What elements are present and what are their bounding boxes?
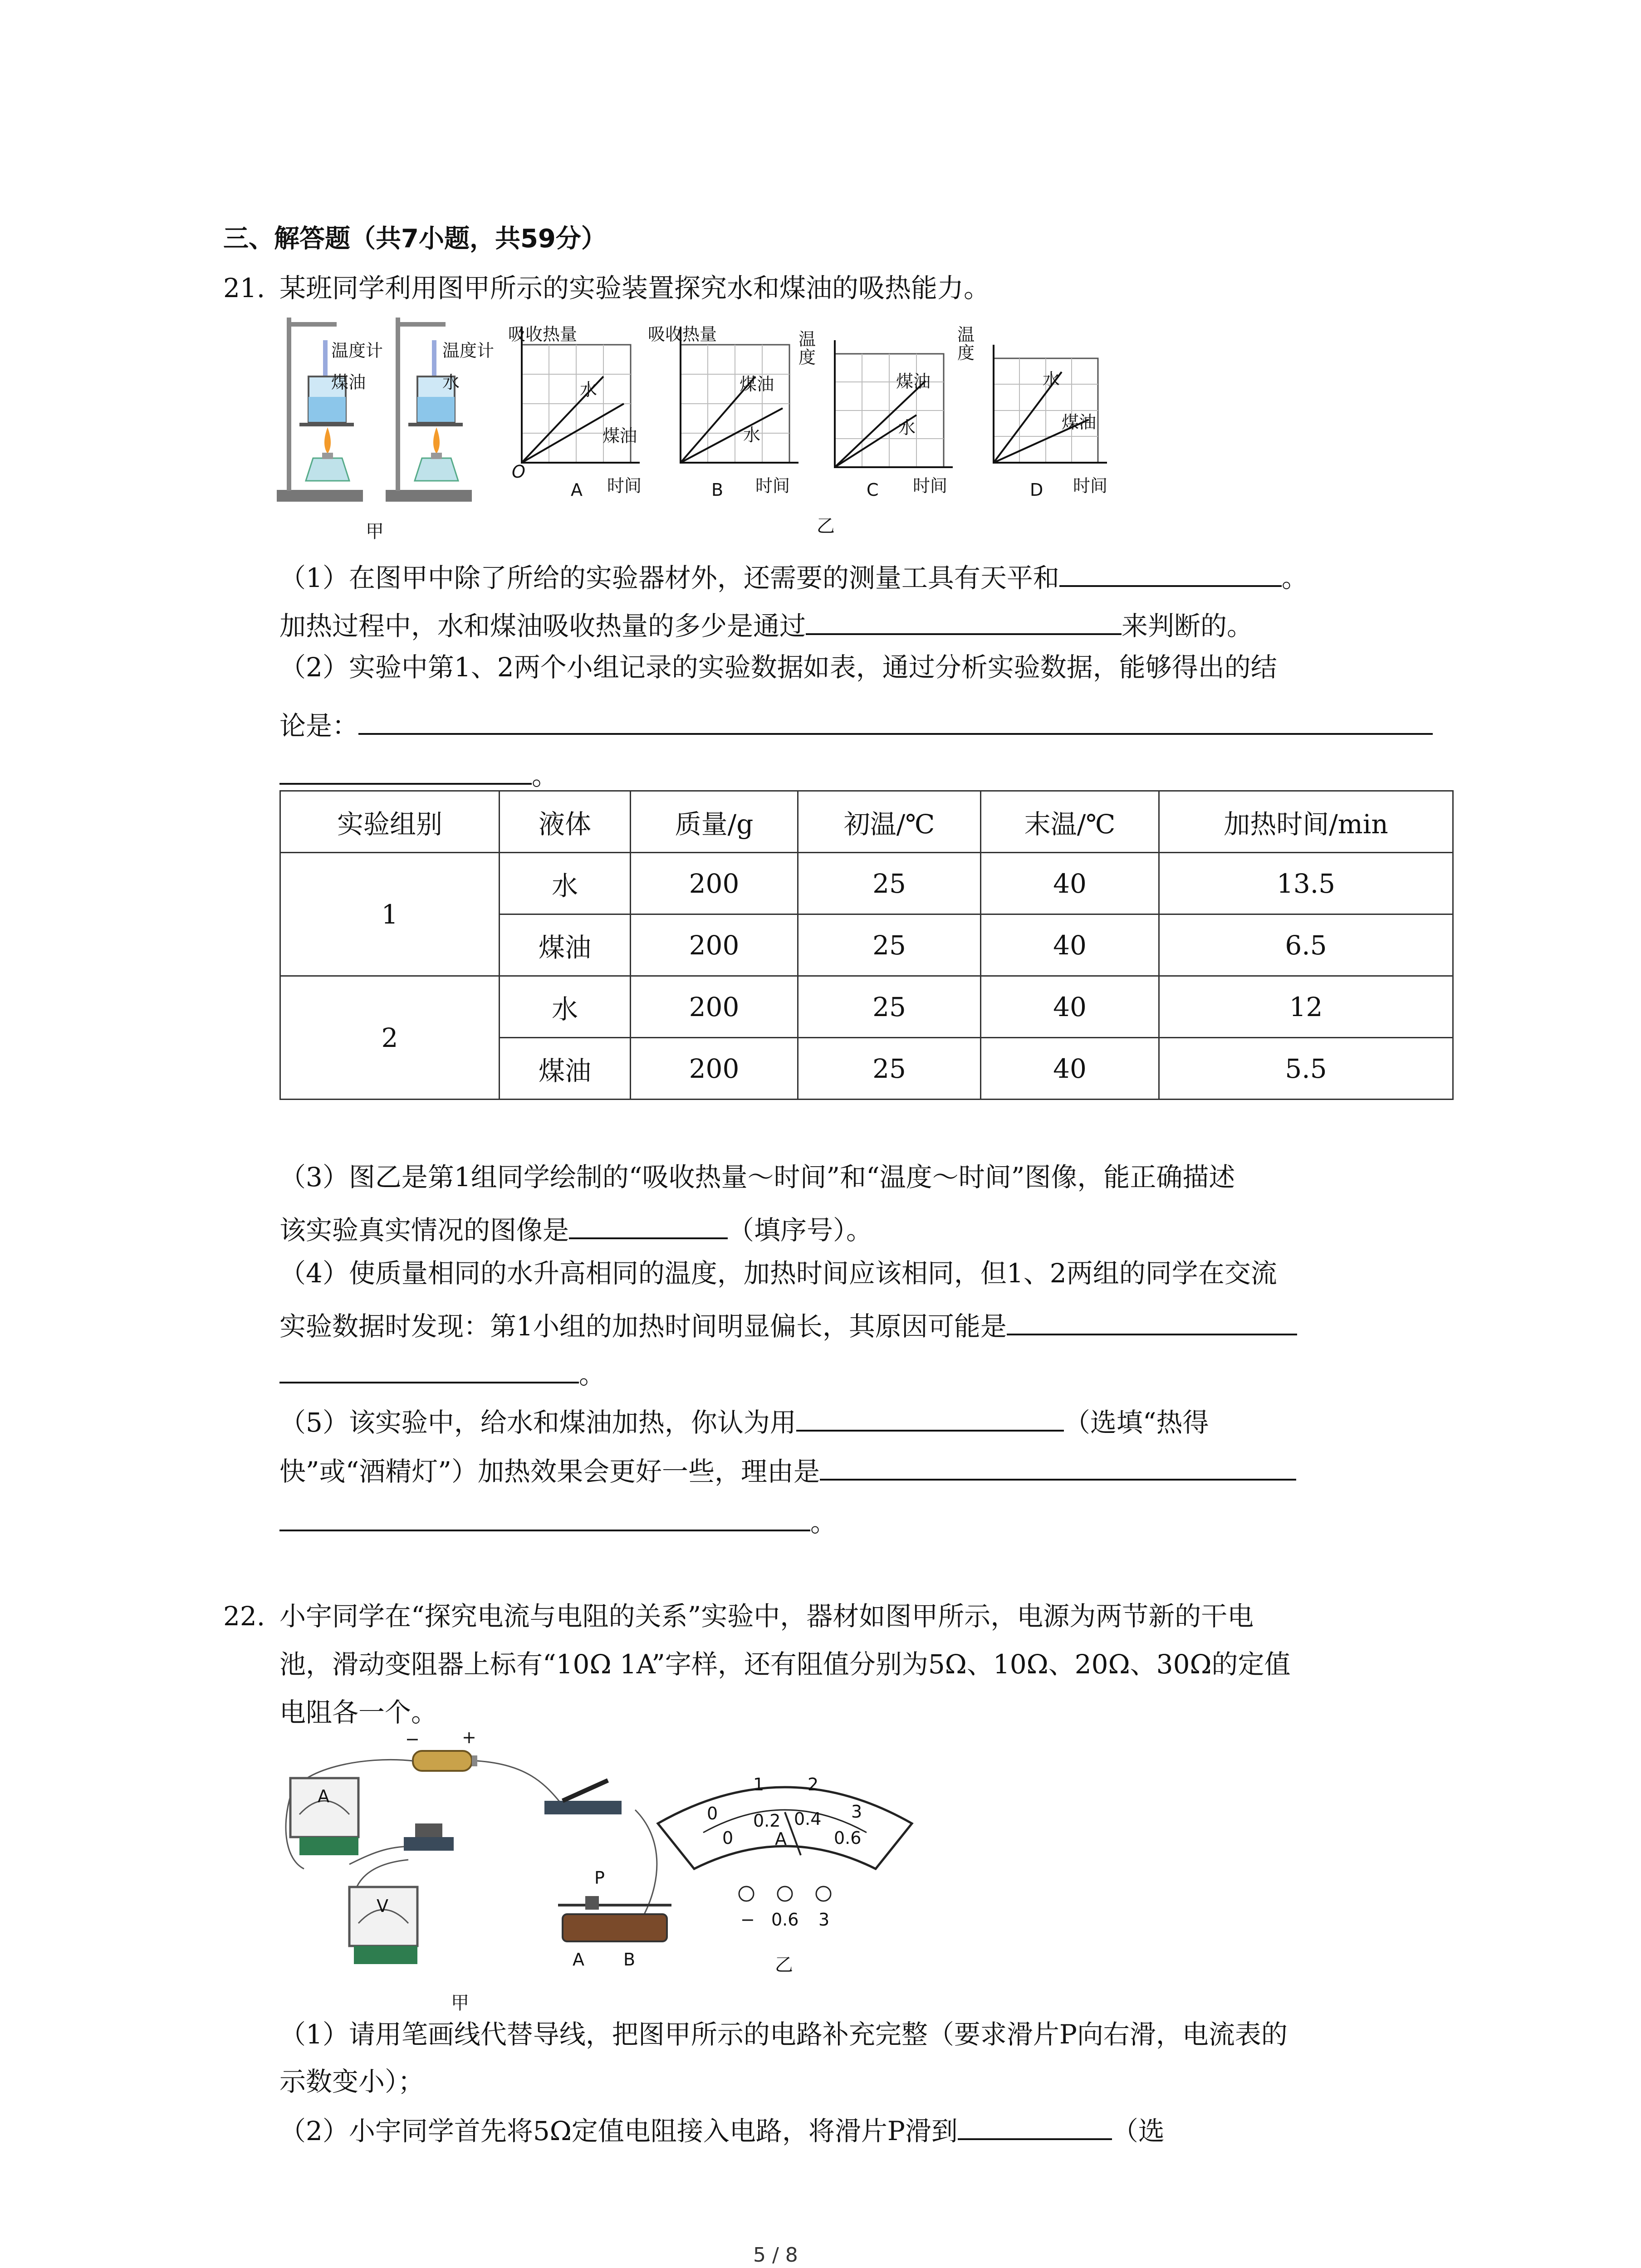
graph-b-xlabel: 时间	[755, 476, 790, 496]
battery-minus: −	[405, 1729, 420, 1749]
table-header-row	[280, 791, 1453, 853]
graph-c-id: C	[867, 480, 879, 500]
answer-blank-3[interactable]	[358, 708, 1433, 735]
q22-figure-yi-dial	[653, 1760, 916, 1873]
graph-c-upper: 煤油	[896, 371, 931, 391]
data-table	[279, 790, 1454, 1100]
answer-blank-7[interactable]	[820, 1453, 1296, 1481]
answer-blank-3b[interactable]	[279, 758, 532, 785]
answer-blank-4[interactable]	[569, 1212, 728, 1239]
table-cell: 25	[798, 976, 981, 1038]
table-cell: 6.5	[1159, 914, 1453, 976]
graph-d-xlabel: 时间	[1073, 476, 1108, 496]
graph-b-upper: 煤油	[740, 374, 774, 394]
q21-p5-line1: （5）该实验中，给水和煤油加热，你认为用 （选填“热得	[279, 1404, 1209, 1436]
dial-bottom-2: 0.4	[794, 1809, 822, 1829]
graph-d-upper: 水	[1043, 370, 1060, 390]
table-cell: 13.5	[1159, 853, 1453, 914]
table-header: 加热时间/min	[1159, 791, 1453, 853]
q22-figure-jia-circuit	[272, 1733, 671, 1987]
table-cell-group: 1	[280, 853, 500, 976]
table-cell-group: 2	[280, 976, 500, 1100]
table-cell: 25	[798, 853, 981, 914]
terminal-minus: −	[740, 1910, 755, 1930]
graph-b-ylabel: 吸收热量	[648, 324, 717, 344]
graph-a-lower: 煤油	[603, 426, 637, 446]
graph-d-lower: 煤油	[1062, 412, 1097, 432]
fig-jia-liquid-right: 水	[442, 372, 460, 392]
q21-p4-line3: 。	[279, 1356, 605, 1388]
rheostat-terminal-b: B	[623, 1950, 636, 1970]
graph-b-id: B	[711, 480, 724, 500]
page-number: 5 / 8	[753, 2244, 798, 2267]
section-title: 三、解答题（共7小题，共59分）	[223, 224, 607, 254]
q22-p2-line1: （2）小宇同学首先将5Ω定值电阻接入电路，将滑片P滑到 （选	[279, 2113, 1165, 2144]
q21-p4-line1: （4）使质量相同的水升高相同的温度，加热时间应该相同，但1、2两组的同学在交流	[279, 1258, 1277, 1289]
q22-stem-line3: 电阻各一个。	[279, 1697, 438, 1728]
dial-top-3: 3	[851, 1802, 862, 1822]
table-cell: 5.5	[1159, 1038, 1453, 1100]
dial-bottom-1: 0.2	[753, 1811, 781, 1831]
table-header: 实验组别	[280, 791, 500, 853]
graph-a-ylabel: 吸收热量	[508, 324, 578, 344]
table-cell: 200	[631, 853, 798, 914]
table-cell: 水	[500, 976, 631, 1038]
table-cell: 煤油	[500, 1038, 631, 1100]
q21-number: 21.	[223, 273, 265, 303]
fig-yi-label: 乙	[817, 516, 835, 537]
table-header: 质量/g	[631, 791, 798, 853]
battery-plus: +	[462, 1727, 476, 1747]
q22-stem-line1: 小宇同学在“探究电流与电阻的关系”实验中，器材如图甲所示，电源为两节新的干电	[279, 1601, 1254, 1632]
table-row	[280, 976, 1453, 1038]
dial-terminals	[735, 1882, 835, 1905]
table-cell: 200	[631, 976, 798, 1038]
fig-jia-label: 甲	[366, 521, 384, 542]
table-cell: 煤油	[500, 914, 631, 976]
table-cell: 200	[631, 1038, 798, 1100]
answer-blank-8[interactable]	[958, 2113, 1112, 2140]
dial-top-0: 0	[707, 1804, 718, 1823]
answer-blank-5[interactable]	[1007, 1308, 1297, 1335]
table-cell: 12	[1159, 976, 1453, 1038]
fig-jia-thermometer-left: 温度计	[331, 341, 383, 361]
table-cell: 40	[981, 853, 1159, 914]
graph-a-origin: O	[512, 462, 525, 482]
q21-p5-line3: 。	[279, 1504, 837, 1535]
answer-blank-6[interactable]	[796, 1404, 1064, 1432]
answer-blank-1[interactable]	[1059, 560, 1282, 587]
q21-p1-line1: （1）在图甲中除了所给的实验器材外，还需要的测量工具有天平和 。	[279, 560, 1308, 591]
terminal-3: 3	[818, 1910, 830, 1930]
rheostat-terminal-a: A	[573, 1950, 584, 1970]
table-header: 初温/℃	[798, 791, 981, 853]
ammeter-letter: A	[318, 1786, 329, 1806]
table-cell: 200	[631, 914, 798, 976]
graph-a-upper: 水	[580, 380, 598, 400]
q21-p2-line1: （2）实验中第1、2两个小组记录的实验数据如表，通过分析实验数据，能够得出的结	[279, 652, 1277, 683]
table-header: 液体	[500, 791, 631, 853]
answer-blank-2[interactable]	[806, 608, 1122, 635]
fig-jia-thermometer-right: 温度计	[442, 341, 495, 361]
table-cell: 40	[981, 1038, 1159, 1100]
dial-bottom-0: 0	[722, 1828, 734, 1848]
q21-stem: 某班同学利用图甲所示的实验装置探究水和煤油的吸热能力。	[279, 273, 990, 303]
q21-p5-line2: 快”或“酒精灯”）加热效果会更好一些，理由是	[279, 1453, 1296, 1485]
q22-number: 22.	[223, 1601, 265, 1632]
answer-blank-7b[interactable]	[279, 1504, 810, 1531]
q22-p1-line2: 示数变小）；	[279, 2066, 425, 2097]
q21-p3-line1: （3）图乙是第1组同学绘制的“吸收热量～时间”和“温度～时间”图像，能正确描述	[279, 1162, 1235, 1193]
dial-bottom-3: 0.6	[834, 1828, 862, 1848]
graph-a-xlabel: 时间	[607, 476, 642, 496]
graph-a-id: A	[571, 480, 583, 500]
table-header: 末温/℃	[981, 791, 1159, 853]
dial-unit: A	[775, 1829, 787, 1849]
graph-b-lower: 水	[743, 425, 761, 445]
answer-blank-5b[interactable]	[279, 1356, 579, 1383]
graph-c-ylabel: 温度	[798, 329, 816, 367]
q21-p4-line2: 实验数据时发现：第1小组的加热时间明显偏长，其原因可能是	[279, 1308, 1297, 1339]
graph-d-ylabel: 温度	[957, 325, 975, 363]
q22-fig-jia-label: 甲	[451, 1993, 469, 2014]
fig-jia-liquid-left: 煤油	[331, 372, 366, 392]
q22-fig-yi-label: 乙	[775, 1955, 793, 1975]
terminal-06: 0.6	[771, 1910, 799, 1930]
table-cell: 40	[981, 976, 1159, 1038]
table-cell: 25	[798, 1038, 981, 1100]
q21-p2-line3: 。	[279, 758, 558, 789]
q21-p1-line2: 加热过程中，水和煤油吸收热量的多少是通过 来判断的。	[279, 608, 1253, 639]
graph-d-id: D	[1030, 480, 1043, 500]
dial-top-2: 2	[808, 1774, 819, 1794]
q22-p1-line1: （1）请用笔画线代替导线，把图甲所示的电路补充完整（要求滑片P向右滑，电流表的	[279, 2019, 1288, 2050]
table-cell: 水	[500, 853, 631, 914]
table-cell: 25	[798, 914, 981, 976]
slider-label: P	[594, 1868, 605, 1888]
q21-p3-line2: 该实验真实情况的图像是 （填序号）。	[279, 1212, 872, 1243]
graph-c-lower: 水	[898, 418, 916, 438]
table-cell: 40	[981, 914, 1159, 976]
graph-c-xlabel: 时间	[913, 476, 948, 496]
table-row	[280, 853, 1453, 914]
q21-p2-line2: 论是：	[279, 708, 1433, 739]
q22-stem-line2: 池，滑动变阻器上标有“10Ω 1A”字样，还有阻值分别为5Ω、10Ω、20Ω、30Ω的定值	[279, 1649, 1291, 1680]
voltmeter-letter: V	[377, 1896, 388, 1916]
dial-top-1: 1	[753, 1774, 764, 1794]
